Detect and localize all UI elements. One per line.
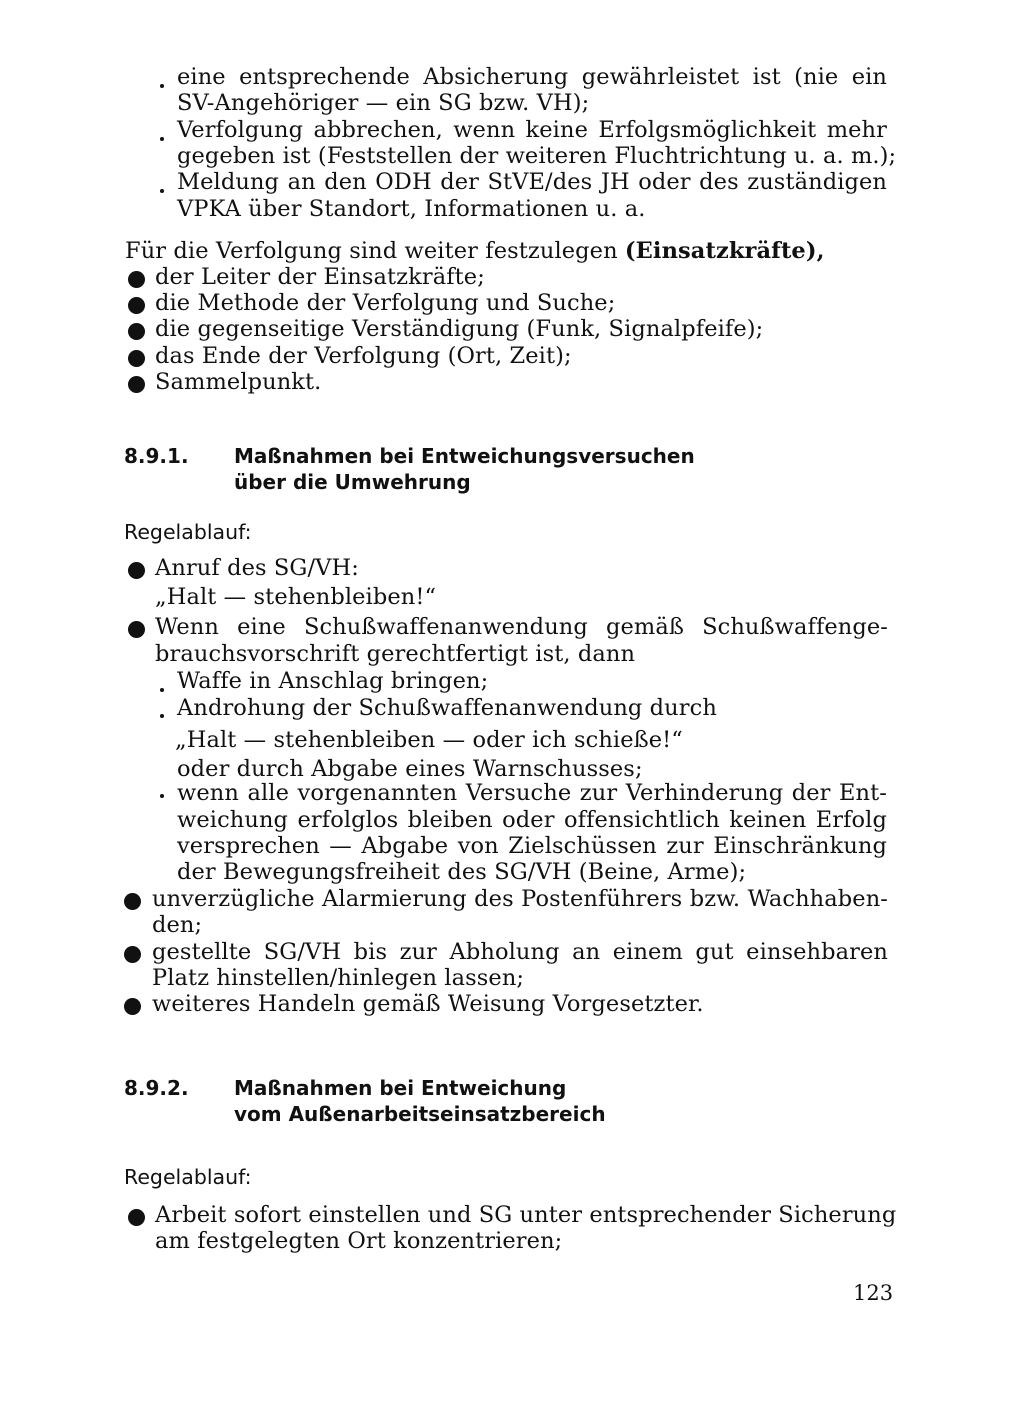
list-item: Sammelpunkt. (155, 369, 322, 395)
list-item: unverzügliche Alarmierung des Postenführers bzw. Wachhaben- (152, 886, 888, 912)
section-title-line: über die Umwehrung (234, 470, 471, 494)
sub-item: wenn alle vorgenannten Versuche zur Verhinderung der Ent- (177, 780, 887, 806)
intro-bold: (Einsatzkräfte), (624, 238, 825, 264)
sub-item-quote: „Halt — stehenbleiben — oder ich schieße!“ (175, 727, 683, 753)
list-item-continuation: brauchsvorschrift gerechtfertigt ist, dann (155, 641, 636, 667)
text-line: VPKA über Standort, Informationen u. a. (177, 196, 646, 222)
list-item-continuation: am festgelegten Ort konzentrieren; (155, 1228, 563, 1254)
sub-bullet-dot (160, 688, 164, 692)
list-item: Anruf des SG/VH: (155, 555, 359, 581)
section-title-line: vom Außenarbeitseinsatzbereich (234, 1102, 606, 1126)
bullet-icon (128, 271, 145, 288)
sub-item-continuation: oder durch Abgabe eines Warnschusses; (177, 756, 643, 782)
section-title-line: Maßnahmen bei Entweichungsversuchen (234, 444, 695, 468)
text-line: gegeben ist (Feststellen der weiteren Fluchtrichtung u. a. m.); (177, 143, 897, 169)
page-number: 123 (853, 1281, 894, 1305)
section-number: 8.9.1. (124, 444, 189, 468)
sub-item-continuation: weichung erfolglos bleiben oder offensichtlich keinen Erfolg (177, 807, 887, 833)
sub-item-continuation: der Bewegungsfreiheit des SG/VH (Beine, Arme); (177, 859, 747, 885)
section-number: 8.9.2. (124, 1076, 189, 1100)
procedure-label: Regelablauf: (124, 1165, 252, 1189)
sub-item: Androhung der Schußwaffenanwendung durch (177, 695, 717, 721)
bullet-icon (128, 1209, 145, 1226)
list-item: gestellte SG/VH bis zur Abholung an einem gut einsehbaren (152, 939, 888, 965)
sub-bullet-dot (160, 189, 164, 193)
intro-paragraph (125, 238, 825, 264)
text-line: SV-Angehöriger — ein SG bzw. VH); (177, 90, 590, 116)
bullet-icon (124, 946, 141, 963)
sub-bullet-dot (160, 714, 164, 718)
intro-text: Für die Verfolgung sind weiter festzulegen (125, 238, 625, 264)
bullet-icon (128, 376, 145, 393)
sub-bullet-dot (160, 137, 164, 141)
text-line: Meldung an den ODH der StVE/des JH oder des zuständigen (177, 169, 887, 195)
sub-item: Waffe in Anschlag bringen; (177, 668, 489, 694)
sub-bullet-dot (160, 794, 164, 798)
bullet-icon (128, 297, 145, 314)
bullet-icon (128, 323, 145, 340)
list-item-continuation: „Halt — stehenbleiben!“ (155, 584, 437, 610)
text-line: Verfolgung abbrechen, wenn keine Erfolgsmöglichkeit mehr (177, 117, 887, 143)
list-item: weiteres Handeln gemäß Weisung Vorgesetzter. (152, 991, 704, 1017)
list-item: die gegenseitige Verständigung (Funk, Signalpfeife); (155, 316, 764, 342)
list-item: Arbeit sofort einstellen und SG unter entsprechender Sicherung (155, 1202, 897, 1228)
section-title-line: Maßnahmen bei Entweichung (234, 1076, 567, 1100)
list-item: die Methode der Verfolgung und Suche; (155, 290, 616, 316)
bullet-icon (124, 893, 141, 910)
list-item: der Leiter der Einsatzkräfte; (155, 264, 485, 290)
bullet-icon (124, 998, 141, 1015)
text-line: eine entsprechende Absicherung gewährleistet ist (nie ein (177, 64, 887, 90)
list-item: das Ende der Verfolgung (Ort, Zeit); (155, 343, 572, 369)
list-item-continuation: den; (152, 912, 203, 938)
bullet-icon (128, 562, 145, 579)
sub-item-continuation: versprechen — Abgabe von Zielschüssen zur Einschränkung (177, 833, 887, 859)
procedure-label: Regelablauf: (124, 520, 252, 544)
sub-bullet-dot (160, 84, 164, 88)
list-item: Wenn eine Schußwaffenanwendung gemäß Schußwaffenge- (155, 614, 888, 640)
bullet-icon (128, 350, 145, 367)
bullet-icon (128, 621, 145, 638)
list-item-continuation: Platz hinstellen/hinlegen lassen; (152, 965, 525, 991)
